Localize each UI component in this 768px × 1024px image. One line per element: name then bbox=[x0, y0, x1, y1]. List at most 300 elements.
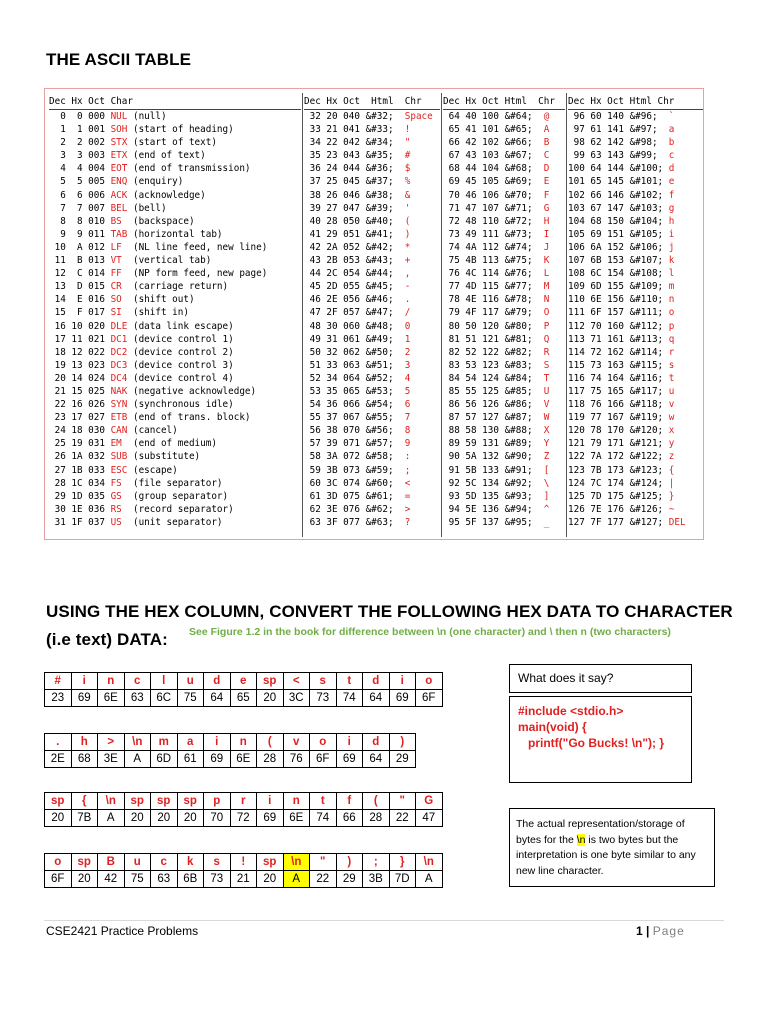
ascii-code: 65 41 101 &#65; bbox=[443, 124, 544, 136]
ascii-code: 38 26 046 &#38; bbox=[304, 189, 405, 201]
ascii-desc: (enquiry) bbox=[132, 176, 184, 188]
ascii-char: g bbox=[668, 202, 675, 214]
ascii-row bbox=[49, 333, 301, 346]
ascii-char: ) bbox=[404, 228, 411, 240]
ascii-abbr: SUB bbox=[110, 451, 133, 463]
ascii-desc: (negative acknowledge) bbox=[132, 385, 257, 397]
ascii-char: X bbox=[543, 425, 550, 437]
ascii-code: 123 7B 173 &#123; bbox=[568, 464, 669, 476]
hex-cell: 47 bbox=[416, 810, 443, 827]
hex-cell: 69 bbox=[71, 690, 98, 707]
ascii-code: 72 48 110 &#72; bbox=[443, 215, 544, 227]
ascii-code: 122 7A 172 &#122; bbox=[568, 451, 669, 463]
ascii-code: 107 6B 153 &#107; bbox=[568, 255, 669, 267]
char-cell: # bbox=[45, 673, 72, 690]
ascii-code: 50 32 062 &#50; bbox=[304, 346, 405, 358]
ascii-char: T bbox=[543, 372, 550, 384]
ascii-char: r bbox=[668, 346, 675, 358]
ascii-char: i bbox=[668, 228, 675, 240]
hex-cell: A bbox=[124, 751, 151, 768]
ascii-row bbox=[304, 398, 440, 411]
ascii-row bbox=[568, 372, 703, 385]
ascii-code: 36 24 044 &#36; bbox=[304, 163, 405, 175]
ascii-abbr: ENQ bbox=[110, 176, 133, 188]
char-cell: \n bbox=[283, 854, 310, 871]
hex-cell: A bbox=[283, 871, 310, 888]
hex-cell: 3E bbox=[98, 751, 125, 768]
ascii-desc: (cancel) bbox=[132, 425, 178, 437]
ascii-char: n bbox=[668, 294, 675, 306]
ascii-code: 101 65 145 &#101; bbox=[568, 176, 669, 188]
ascii-char: l bbox=[668, 268, 675, 280]
ascii-char: D bbox=[543, 163, 550, 175]
char-cell: \n bbox=[416, 854, 443, 871]
hex-cell: 2E bbox=[45, 751, 72, 768]
ascii-code: 12 C 014 bbox=[49, 268, 111, 280]
ascii-char: 2 bbox=[404, 346, 411, 358]
ascii-code: 116 74 164 &#116; bbox=[568, 372, 669, 384]
ascii-row bbox=[304, 450, 440, 463]
section-heading: USING THE HEX COLUMN, CONVERT THE FOLLOWING HEX DATA TO CHARACTER bbox=[46, 602, 733, 621]
ascii-row bbox=[443, 385, 565, 398]
ascii-row bbox=[304, 136, 440, 149]
ascii-row bbox=[568, 359, 703, 372]
ascii-abbr: BS bbox=[110, 215, 133, 227]
ascii-abbr: SOH bbox=[110, 124, 133, 136]
ascii-code: 49 31 061 &#49; bbox=[304, 333, 405, 345]
ascii-row bbox=[568, 346, 703, 359]
ascii-row bbox=[304, 437, 440, 450]
ascii-code: 17 11 021 bbox=[49, 333, 111, 345]
ascii-column-2 bbox=[304, 95, 440, 529]
ascii-char: < bbox=[404, 477, 411, 489]
ascii-row bbox=[443, 503, 565, 516]
ascii-abbr: NAK bbox=[110, 385, 133, 397]
ascii-desc: (backspace) bbox=[132, 215, 195, 227]
ascii-code: 43 2B 053 &#43; bbox=[304, 255, 405, 267]
ascii-code: 108 6C 154 &#108; bbox=[568, 268, 669, 280]
ascii-code: 76 4C 114 &#76; bbox=[443, 268, 544, 280]
ascii-row bbox=[49, 202, 301, 215]
ascii-code: 46 2E 056 &#46; bbox=[304, 294, 405, 306]
ascii-code: 27 1B 033 bbox=[49, 464, 111, 476]
page-sep: | bbox=[646, 924, 650, 938]
ascii-row bbox=[49, 490, 301, 503]
ascii-char: o bbox=[668, 307, 675, 319]
ascii-abbr: ACK bbox=[110, 189, 133, 201]
ascii-row bbox=[304, 320, 440, 333]
ascii-row bbox=[49, 385, 301, 398]
ascii-code: 119 77 167 &#119; bbox=[568, 412, 669, 424]
hex-cell: 7D bbox=[389, 871, 416, 888]
ascii-char: 6 bbox=[404, 399, 411, 411]
hex-cell: 6F bbox=[45, 871, 72, 888]
ascii-row bbox=[304, 123, 440, 136]
char-cell: G bbox=[416, 793, 443, 810]
ascii-char: ' bbox=[404, 202, 411, 214]
footer-divider bbox=[44, 920, 724, 921]
hex-cell: 73 bbox=[204, 871, 231, 888]
ascii-row bbox=[49, 189, 301, 202]
ascii-code: 32 20 040 &#32; bbox=[304, 111, 405, 122]
ascii-row bbox=[568, 306, 703, 319]
char-cell: sp bbox=[177, 793, 204, 810]
char-cell: d bbox=[363, 673, 390, 690]
char-cell: f bbox=[336, 793, 363, 810]
ascii-row bbox=[568, 215, 703, 228]
ascii-char: + bbox=[404, 255, 411, 267]
char-cell: l bbox=[151, 673, 178, 690]
char-cell: u bbox=[124, 854, 151, 871]
ascii-code: 30 1E 036 bbox=[49, 503, 111, 515]
ascii-row bbox=[304, 215, 440, 228]
ascii-row bbox=[568, 516, 703, 529]
hex-cell: 20 bbox=[71, 871, 98, 888]
hex-cell: A bbox=[98, 810, 125, 827]
ascii-char: _ bbox=[543, 516, 550, 528]
ascii-row bbox=[304, 254, 440, 267]
hex-cell: 22 bbox=[310, 871, 337, 888]
ascii-code: 95 5F 137 &#95; bbox=[443, 516, 544, 528]
explanation-text: is two bytes but the interpretation is one byte similar to any new line character. bbox=[516, 833, 696, 877]
ascii-code: 124 7C 174 &#124; bbox=[568, 477, 669, 489]
ascii-row bbox=[568, 437, 703, 450]
ascii-char: $ bbox=[404, 163, 411, 175]
ascii-row bbox=[568, 267, 703, 280]
ascii-row bbox=[443, 346, 565, 359]
ascii-row bbox=[304, 189, 440, 202]
ascii-char: V bbox=[543, 399, 550, 411]
ascii-row bbox=[49, 359, 301, 372]
ascii-desc: (shift out) bbox=[132, 294, 195, 306]
ascii-abbr: DLE bbox=[110, 320, 133, 332]
ascii-row bbox=[49, 228, 301, 241]
ascii-char: Q bbox=[543, 333, 550, 345]
ascii-header: Dec Hx Oct Html Chr bbox=[443, 95, 565, 110]
char-cell: n bbox=[230, 734, 257, 751]
ascii-char: 4 bbox=[404, 372, 411, 384]
answer-line: printf("Go Bucks! \n"); } bbox=[518, 736, 665, 750]
ascii-char: 0 bbox=[404, 320, 411, 332]
ascii-abbr: ESC bbox=[110, 464, 133, 476]
ascii-row bbox=[568, 136, 703, 149]
ascii-char: - bbox=[404, 281, 411, 293]
ascii-row bbox=[304, 280, 440, 293]
hex-cell: 6E bbox=[230, 751, 257, 768]
ascii-row bbox=[443, 306, 565, 319]
ascii-code: 70 46 106 &#70; bbox=[443, 189, 544, 201]
ascii-char: u bbox=[668, 385, 675, 397]
ascii-row bbox=[568, 149, 703, 162]
ascii-code: 79 4F 117 &#79; bbox=[443, 307, 544, 319]
ascii-code: 110 6E 156 &#110; bbox=[568, 294, 669, 306]
ascii-row bbox=[568, 254, 703, 267]
ascii-row bbox=[568, 385, 703, 398]
ascii-row bbox=[568, 189, 703, 202]
char-cell: k bbox=[177, 854, 204, 871]
ascii-abbr: EM bbox=[110, 438, 133, 450]
hex-cell: 20 bbox=[257, 871, 284, 888]
ascii-row bbox=[304, 293, 440, 306]
char-cell: s bbox=[204, 854, 231, 871]
ascii-row bbox=[443, 228, 565, 241]
ascii-row bbox=[443, 372, 565, 385]
ascii-table bbox=[44, 88, 704, 540]
ascii-char: ? bbox=[404, 516, 411, 528]
ascii-char: : bbox=[404, 451, 411, 463]
ascii-char: } bbox=[668, 490, 675, 502]
char-cell: i bbox=[336, 734, 363, 751]
ascii-char: Z bbox=[543, 451, 550, 463]
ascii-abbr: NUL bbox=[110, 111, 133, 122]
ascii-code: 52 34 064 &#52; bbox=[304, 372, 405, 384]
ascii-char: N bbox=[543, 294, 550, 306]
ascii-column-4 bbox=[568, 95, 703, 529]
ascii-header: Dec Hx Oct Html Chr bbox=[568, 95, 703, 110]
ascii-desc: (escape) bbox=[132, 464, 178, 476]
char-cell: i bbox=[71, 673, 98, 690]
ascii-code: 13 D 015 bbox=[49, 281, 111, 293]
char-cell: i bbox=[389, 673, 416, 690]
ascii-char: L bbox=[543, 268, 550, 280]
ascii-column-control bbox=[49, 95, 301, 529]
ascii-row bbox=[443, 450, 565, 463]
ascii-row bbox=[49, 280, 301, 293]
ascii-char: x bbox=[668, 425, 675, 437]
char-cell: t bbox=[336, 673, 363, 690]
ascii-row bbox=[443, 320, 565, 333]
hex-cell: 72 bbox=[230, 810, 257, 827]
ascii-char: f bbox=[668, 189, 675, 201]
hex-cell: 6D bbox=[151, 751, 178, 768]
ascii-char: 5 bbox=[404, 385, 411, 397]
ascii-row bbox=[49, 398, 301, 411]
ascii-char: E bbox=[543, 176, 550, 188]
ascii-code: 67 43 103 &#67; bbox=[443, 150, 544, 162]
hex-cell: 28 bbox=[363, 810, 390, 827]
ascii-char: O bbox=[543, 307, 550, 319]
ascii-char: t bbox=[668, 372, 675, 384]
ascii-char: ] bbox=[543, 490, 550, 502]
ascii-char: s bbox=[668, 359, 675, 371]
ascii-char: P bbox=[543, 320, 550, 332]
char-cell: o bbox=[45, 854, 72, 871]
ascii-row bbox=[568, 280, 703, 293]
ascii-code: 18 12 022 bbox=[49, 346, 111, 358]
ascii-abbr: DC3 bbox=[110, 359, 133, 371]
ascii-desc: (end of trans. block) bbox=[132, 412, 251, 424]
ascii-desc: (NP form feed, new page) bbox=[132, 268, 268, 280]
ascii-desc: (device control 2) bbox=[132, 346, 234, 358]
answer-line: #include <stdio.h> bbox=[518, 704, 624, 718]
ascii-code: 125 7D 175 &#125; bbox=[568, 490, 669, 502]
ascii-row bbox=[304, 333, 440, 346]
char-cell: a bbox=[177, 734, 204, 751]
char-cell: B bbox=[98, 854, 125, 871]
hex-cell: 66 bbox=[336, 810, 363, 827]
ascii-code: 77 4D 115 &#77; bbox=[443, 281, 544, 293]
ascii-column-3 bbox=[443, 95, 565, 529]
ascii-row bbox=[49, 320, 301, 333]
ascii-row bbox=[304, 110, 440, 123]
ascii-row bbox=[304, 162, 440, 175]
ascii-code: 81 51 121 &#81; bbox=[443, 333, 544, 345]
hex-cell: A bbox=[416, 871, 443, 888]
ascii-abbr: DC4 bbox=[110, 372, 133, 384]
ascii-desc: (device control 1) bbox=[132, 333, 234, 345]
ascii-abbr: STX bbox=[110, 137, 133, 149]
ascii-char: e bbox=[668, 176, 675, 188]
column-divider bbox=[302, 93, 303, 537]
ascii-code: 121 79 171 &#121; bbox=[568, 438, 669, 450]
ascii-code: 112 70 160 &#112; bbox=[568, 320, 669, 332]
ascii-char: 1 bbox=[404, 333, 411, 345]
ascii-desc: (end of transmission) bbox=[132, 163, 251, 175]
ascii-abbr: CR bbox=[110, 281, 133, 293]
ascii-char: v bbox=[668, 399, 675, 411]
ascii-code: 25 19 031 bbox=[49, 438, 111, 450]
hex-cell: 74 bbox=[310, 810, 337, 827]
answer-box bbox=[509, 696, 692, 783]
section-heading-line2: (i.e text) DATA: bbox=[46, 630, 168, 649]
hex-cell: 3C bbox=[283, 690, 310, 707]
ascii-row bbox=[304, 477, 440, 490]
ascii-char: * bbox=[404, 241, 411, 253]
ascii-code: 24 18 030 bbox=[49, 425, 111, 437]
ascii-row bbox=[443, 437, 565, 450]
ascii-code: 57 39 071 &#57; bbox=[304, 438, 405, 450]
ascii-char: J bbox=[543, 241, 550, 253]
char-cell: d bbox=[204, 673, 231, 690]
hex-cell: 73 bbox=[310, 690, 337, 707]
ascii-code: 104 68 150 &#104; bbox=[568, 215, 669, 227]
ascii-char: U bbox=[543, 385, 550, 397]
ascii-code: 45 2D 055 &#45; bbox=[304, 281, 405, 293]
ascii-row bbox=[49, 215, 301, 228]
ascii-row bbox=[304, 306, 440, 319]
ascii-char: d bbox=[668, 163, 675, 175]
hex-cell: 6B bbox=[177, 871, 204, 888]
ascii-code: 117 75 165 &#117; bbox=[568, 385, 669, 397]
ascii-abbr: SO bbox=[110, 294, 133, 306]
hex-cell: 20 bbox=[257, 690, 284, 707]
ascii-code: 69 45 105 &#69; bbox=[443, 176, 544, 188]
ascii-row bbox=[304, 202, 440, 215]
figure-note: See Figure 1.2 in the book for difference between \n (one character) and \ then n (two characters) bbox=[189, 626, 671, 638]
ascii-code: 35 23 043 &#35; bbox=[304, 150, 405, 162]
ascii-abbr: VT bbox=[110, 255, 133, 267]
ascii-code: 10 A 012 bbox=[49, 241, 111, 253]
ascii-row bbox=[443, 136, 565, 149]
ascii-code: 86 56 126 &#86; bbox=[443, 399, 544, 411]
char-cell: sp bbox=[257, 673, 284, 690]
ascii-row bbox=[49, 372, 301, 385]
ascii-desc: (substitute) bbox=[132, 451, 201, 463]
ascii-row bbox=[443, 110, 565, 123]
ascii-row bbox=[49, 516, 301, 529]
ascii-code: 68 44 104 &#68; bbox=[443, 163, 544, 175]
ascii-char: ^ bbox=[543, 503, 550, 515]
hex-grid bbox=[44, 672, 443, 707]
char-cell: ) bbox=[336, 854, 363, 871]
ascii-row bbox=[49, 149, 301, 162]
ascii-code: 6 6 006 bbox=[49, 189, 111, 201]
ascii-code: 39 27 047 &#39; bbox=[304, 202, 405, 214]
ascii-row bbox=[443, 267, 565, 280]
ascii-code: 82 52 122 &#82; bbox=[443, 346, 544, 358]
column-divider bbox=[566, 93, 567, 537]
ascii-code: 105 69 151 &#105; bbox=[568, 228, 669, 240]
ascii-code: 120 78 170 &#120; bbox=[568, 425, 669, 437]
ascii-row bbox=[568, 228, 703, 241]
char-cell: d bbox=[363, 734, 390, 751]
ascii-code: 15 F 017 bbox=[49, 307, 111, 319]
ascii-char: ! bbox=[404, 124, 411, 136]
ascii-code: 0 0 000 bbox=[49, 111, 111, 122]
char-cell: i bbox=[204, 734, 231, 751]
ascii-code: 78 4E 116 &#78; bbox=[443, 294, 544, 306]
ascii-char: ; bbox=[404, 464, 411, 476]
hex-cell: 23 bbox=[45, 690, 72, 707]
ascii-code: 56 38 070 &#56; bbox=[304, 425, 405, 437]
ascii-char: 9 bbox=[404, 438, 411, 450]
ascii-code: 11 B 013 bbox=[49, 255, 111, 267]
ascii-code: 115 73 163 &#115; bbox=[568, 359, 669, 371]
ascii-code: 29 1D 035 bbox=[49, 490, 111, 502]
ascii-code: 100 64 144 &#100; bbox=[568, 163, 669, 175]
ascii-row bbox=[568, 202, 703, 215]
char-cell: u bbox=[177, 673, 204, 690]
ascii-char: , bbox=[404, 268, 411, 280]
hex-cell: 29 bbox=[336, 871, 363, 888]
ascii-char: z bbox=[668, 451, 675, 463]
ascii-char: R bbox=[543, 346, 550, 358]
ascii-code: 92 5C 134 &#92; bbox=[443, 477, 544, 489]
char-cell: " bbox=[310, 854, 337, 871]
explanation-box bbox=[509, 808, 715, 887]
hex-cell: 63 bbox=[151, 871, 178, 888]
ascii-char: = bbox=[404, 490, 411, 502]
ascii-code: 113 71 161 &#113; bbox=[568, 333, 669, 345]
char-cell: \n bbox=[124, 734, 151, 751]
char-cell: ; bbox=[363, 854, 390, 871]
ascii-code: 98 62 142 &#98; bbox=[568, 137, 669, 149]
ascii-code: 62 3E 076 &#62; bbox=[304, 503, 405, 515]
ascii-char: Space bbox=[404, 111, 433, 122]
ascii-char: H bbox=[543, 215, 550, 227]
ascii-code: 59 3B 073 &#59; bbox=[304, 464, 405, 476]
ascii-code: 20 14 024 bbox=[49, 372, 111, 384]
ascii-row bbox=[49, 306, 301, 319]
ascii-row bbox=[49, 136, 301, 149]
ascii-char: # bbox=[404, 150, 411, 162]
ascii-row bbox=[304, 359, 440, 372]
ascii-code: 53 35 065 &#53; bbox=[304, 385, 405, 397]
hex-cell: 42 bbox=[98, 871, 125, 888]
ascii-char: K bbox=[543, 255, 550, 267]
ascii-code: 126 7E 176 &#126; bbox=[568, 503, 669, 515]
ascii-char: F bbox=[543, 189, 550, 201]
hex-cell: 69 bbox=[336, 751, 363, 768]
ascii-code: 33 21 041 &#33; bbox=[304, 124, 405, 136]
ascii-code: 42 2A 052 &#42; bbox=[304, 241, 405, 253]
hex-cell: 6F bbox=[310, 751, 337, 768]
hex-cell: 20 bbox=[177, 810, 204, 827]
ascii-code: 71 47 107 &#71; bbox=[443, 202, 544, 214]
ascii-abbr: EOT bbox=[110, 163, 133, 175]
ascii-row bbox=[568, 464, 703, 477]
ascii-desc: (start of heading) bbox=[132, 124, 234, 136]
